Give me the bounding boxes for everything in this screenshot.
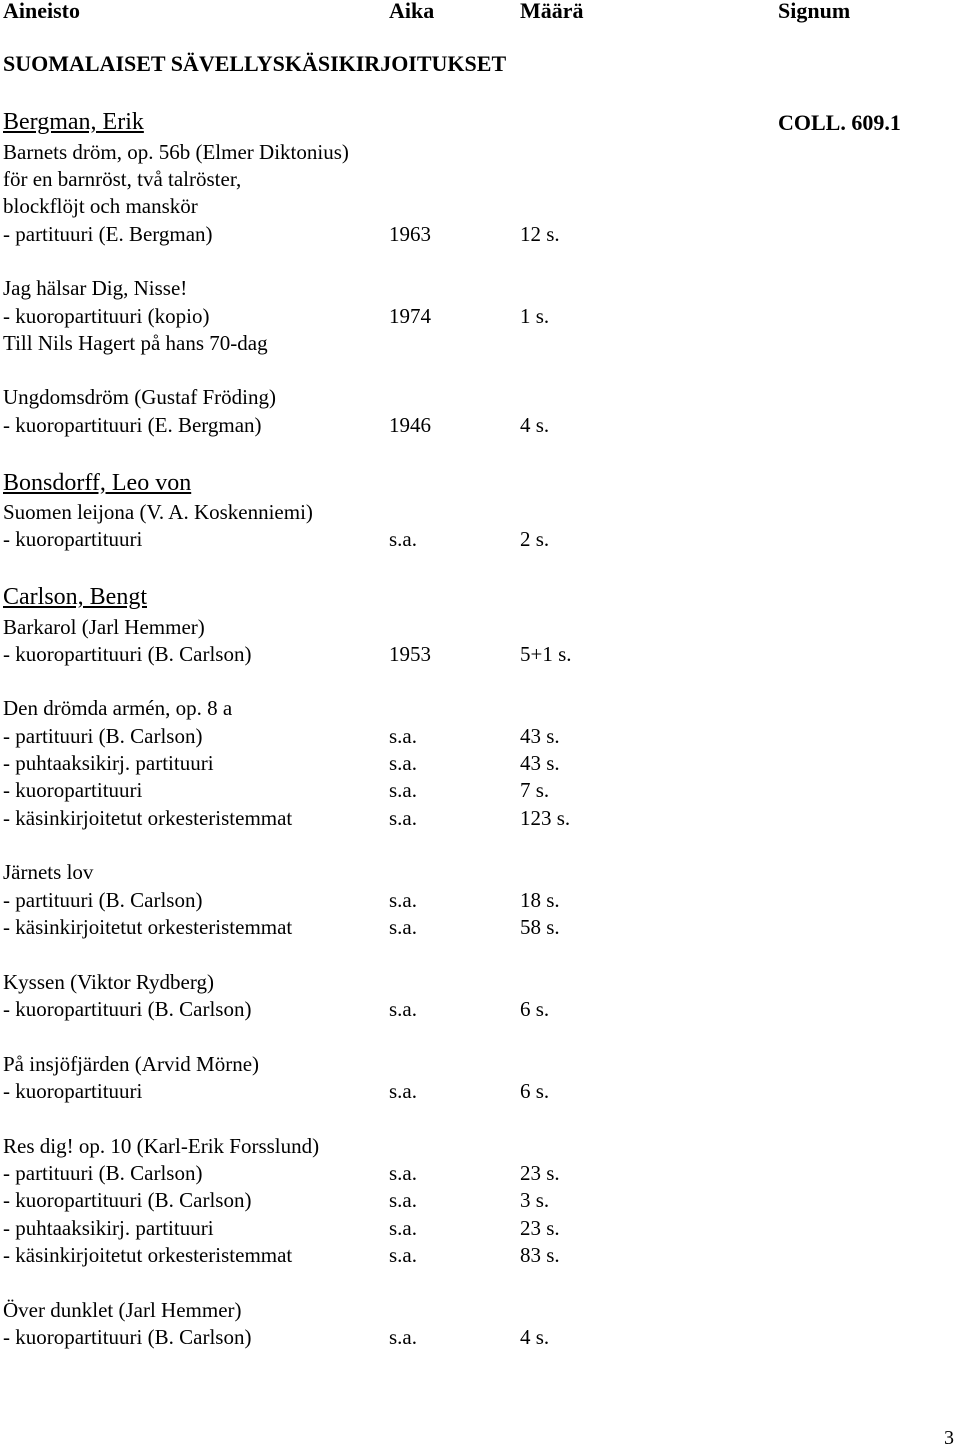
work-title-continued: blockflöjt och manskör — [3, 194, 198, 218]
item-label: - kuoropartituuri — [3, 1079, 143, 1103]
item-maara: 12 s. — [520, 222, 560, 246]
item-label: - puhtaaksikirj. partituuri — [3, 751, 214, 775]
item-label: - käsinkirjoitetut orkesteristemmat — [3, 915, 293, 939]
item-aika: s.a. — [389, 915, 417, 939]
item-label: - partituuri (B. Carlson) — [3, 1161, 203, 1185]
work-title: Res dig! op. 10 (Karl-Erik Forsslund) — [3, 1134, 320, 1158]
item-maara: 6 s. — [520, 1079, 550, 1103]
item-maara: 18 s. — [520, 888, 560, 912]
item-label: - kuoropartituuri (kopio) — [3, 304, 210, 328]
work-title: Järnets lov — [3, 860, 94, 884]
item-maara: 43 s. — [520, 751, 560, 775]
item-aika: s.a. — [389, 751, 417, 775]
header-signum: Signum — [778, 0, 851, 23]
work-title: Den drömda armén, op. 8 a — [3, 696, 233, 720]
item-maara: 58 s. — [520, 915, 560, 939]
item-maara: 43 s. — [520, 724, 560, 748]
work-title: Ungdomsdröm (Gustaf Fröding) — [3, 385, 276, 409]
item-maara: 4 s. — [520, 1325, 550, 1349]
work-note: Till Nils Hagert på hans 70-dag — [3, 331, 268, 355]
item-aika: s.a. — [389, 527, 417, 551]
item-aika: s.a. — [389, 1216, 417, 1240]
item-label: - partituuri (E. Bergman) — [3, 222, 213, 246]
composer-name-bergman: Bergman, Erik — [3, 109, 144, 135]
page-number: 3 — [944, 1427, 954, 1449]
item-aika: 1953 — [389, 642, 431, 666]
header-aika: Aika — [389, 0, 435, 23]
item-label: - puhtaaksikirj. partituuri — [3, 1216, 214, 1240]
item-label: - kuoropartituuri (B. Carlson) — [3, 1325, 252, 1349]
item-aika: 1974 — [389, 304, 431, 328]
item-label: - partituuri (B. Carlson) — [3, 724, 203, 748]
work-title: Över dunklet (Jarl Hemmer) — [3, 1298, 242, 1322]
item-aika: s.a. — [389, 888, 417, 912]
work-title: Suomen leijona (V. A. Koskenniemi) — [3, 500, 313, 524]
item-maara: 123 s. — [520, 806, 571, 830]
item-aika: s.a. — [389, 724, 417, 748]
item-aika: s.a. — [389, 1161, 417, 1185]
item-aika: s.a. — [389, 806, 417, 830]
item-aika: 1963 — [389, 222, 431, 246]
item-label: - kuoropartituuri — [3, 778, 143, 802]
item-aika: s.a. — [389, 1325, 417, 1349]
item-maara: 6 s. — [520, 997, 550, 1021]
item-maara: 23 s. — [520, 1161, 560, 1185]
item-label: - kuoropartituuri (B. Carlson) — [3, 642, 252, 666]
item-maara: 2 s. — [520, 527, 550, 551]
item-aika: s.a. — [389, 1188, 417, 1212]
item-maara: 5+1 s. — [520, 642, 572, 666]
item-aika: s.a. — [389, 778, 417, 802]
work-title: Jag hälsar Dig, Nisse! — [3, 276, 188, 300]
header-maara: Määrä — [520, 0, 584, 23]
work-title: Kyssen (Viktor Rydberg) — [3, 970, 214, 994]
item-aika: s.a. — [389, 1243, 417, 1267]
work-title: På insjöfjärden (Arvid Mörne) — [3, 1052, 260, 1076]
item-label: - kuoropartituuri (B. Carlson) — [3, 997, 252, 1021]
composer-name-bonsdorff: Bonsdorff, Leo von — [3, 470, 192, 496]
item-label: - partituuri (B. Carlson) — [3, 888, 203, 912]
signum-value: COLL. 609.1 — [778, 110, 901, 135]
item-maara: 3 s. — [520, 1188, 550, 1212]
item-maara: 7 s. — [520, 778, 550, 802]
work-title: Barnets dröm, op. 56b (Elmer Diktonius) — [3, 140, 349, 164]
work-title-continued: för en barnröst, två talröster, — [3, 167, 242, 191]
section-title: SUOMALAISET SÄVELLYSKÄSIKIRJOITUKSET — [3, 51, 507, 76]
item-label: - käsinkirjoitetut orkesteristemmat — [3, 806, 293, 830]
item-aika: 1946 — [389, 413, 431, 437]
item-label: - kuoropartituuri — [3, 527, 143, 551]
work-title: Barkarol (Jarl Hemmer) — [3, 615, 205, 639]
header-aineisto: Aineisto — [3, 0, 80, 23]
item-label: - kuoropartituuri (B. Carlson) — [3, 1188, 252, 1212]
item-label: - käsinkirjoitetut orkesteristemmat — [3, 1243, 293, 1267]
item-maara: 83 s. — [520, 1243, 560, 1267]
item-maara: 23 s. — [520, 1216, 560, 1240]
item-label: - kuoropartituuri (E. Bergman) — [3, 413, 262, 437]
item-aika: s.a. — [389, 1079, 417, 1103]
composer-name-carlson: Carlson, Bengt — [3, 584, 147, 610]
item-aika: s.a. — [389, 997, 417, 1021]
item-maara: 1 s. — [520, 304, 550, 328]
item-maara: 4 s. — [520, 413, 550, 437]
